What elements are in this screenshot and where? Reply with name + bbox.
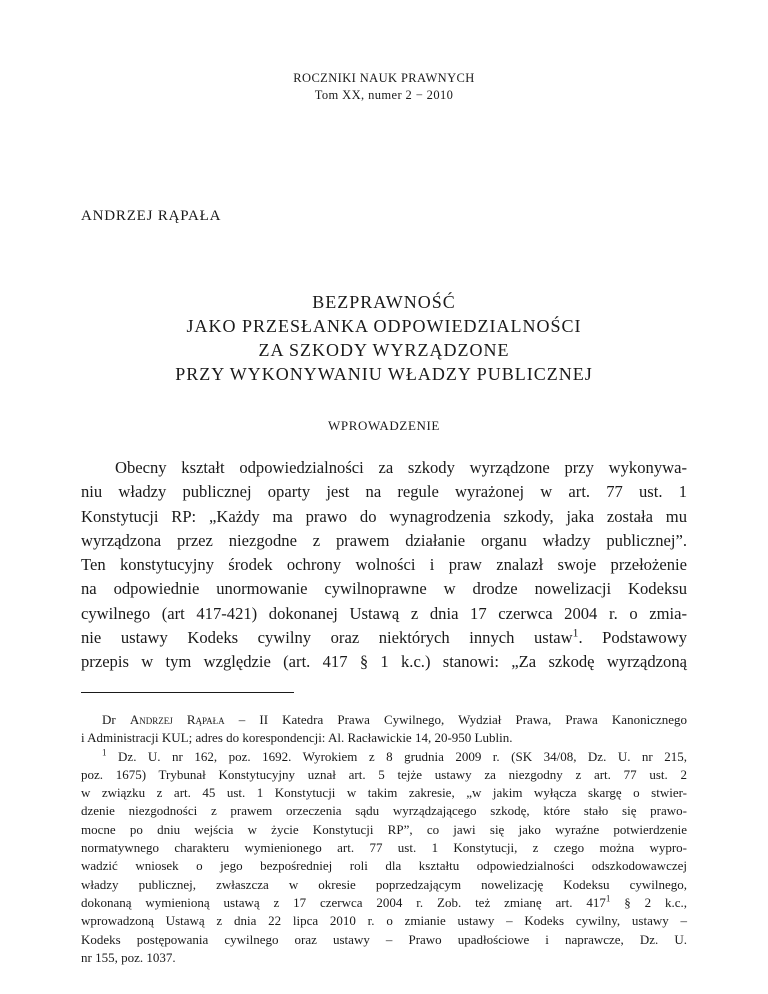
author-note-prefix: Dr [102,712,116,727]
body-line: Obecny kształt odpowiedzialności za szkody wyrządzone przy wykonywa- [115,458,687,477]
footnote-divider [81,692,294,693]
footnotes [81,711,687,967]
title-line: PRZY WYKONYWANIU WŁADZY PUBLICZNEJ [175,364,593,384]
footnote-line: normatywnego charakteru wymienionego art. 77 ust. 1 Konstytucji, z czego można wypro- [81,840,687,856]
footnote-line: nr 155, poz. 1037. [81,949,176,965]
section-heading: WPROWADZENIE [328,418,440,433]
footnote-sup: 1 [605,893,611,904]
body-line [81,626,687,650]
footnote-line: poz. 1675) Trybunał Konstytucyjny uznał art. 5 tejże ustawy za niezgodny z art. 77 ust. 2 [81,766,687,782]
footnote-line: wadzić wniosek o jego bezpośredniej roli dla kształtu odpowiedzialności odszkodowawczej [81,858,687,874]
body-line: na odpowiednie unormowanie cywilnoprawne w drodze nowelizacji Kodeksu [81,579,687,599]
title-line: BEZPRAWNOŚĆ [312,292,456,312]
journal-issue: Tom XX, numer 2 − 2010 [314,88,454,102]
article-title [0,290,768,386]
footnote-line: wprowadzoną Ustawą z dnia 22 lipca 2010 r. o zmianie ustawy – Kodeks cywilny, ustawy – [81,913,687,929]
body-line-text: nie ustawy Kodeks cywilny oraz niektórych innych ustaw [81,628,573,648]
journal-header [0,70,768,104]
body-line: Ten konstytucyjny środek ochrony wolności i praw znalazł swoje przełożenie [81,555,687,575]
footnote-line [81,748,687,766]
title-line: JAKO PRZESŁANKA ODPOWIEDZIALNOŚCI [186,316,582,336]
journal-name: ROCZNIKI NAUK PRAWNYCH [293,71,475,85]
footnote-line [81,894,687,912]
footnote-line: władzy publicznej, zwłaszcza w okresie poprzedzającym nowelizację Kodeksu cywilnego, [81,876,687,892]
body-line: cywilnego (art 417-421) dokonanej Ustawą z dnia 17 czerwca 2004 r. o zmia- [81,603,687,623]
footnote-line: w związku z art. 45 ust. 1 Konstytucji w takim zakresie, „w jakim wyłącza skargę o stwier- [81,785,687,801]
footnote-text-tail: § 2 k.c., [610,894,687,910]
footnote-number: 1 [102,747,107,758]
body-line: Konstytucji RP: „Każdy ma prawo do wynagrodzenia szkody, jaka została mu [81,506,687,526]
footnote-text: Dz. U. nr 162, poz. 1692. Wyrokiem z 8 grudnia 2009 r. (SK 34/08, Dz. U. nr 215, [106,748,687,764]
author-note-line: i Administracji KUL; adres do korespondencji: Al. Racławickie 14, 20-950 Lublin. [81,730,513,746]
author-note [81,711,687,729]
author-note-name: Andrzej Rąpała [129,712,225,727]
body-text [81,456,687,675]
footnote-text: dokonaną wymienioną ustawą z 17 czerwca 2004 r. Zob. też zmianę art. 417 [81,894,606,910]
body-line: wyrządzona przez niezgodne z prawem działanie organu władzy publicznej”. [81,530,687,550]
footnote-line: mocne po dniu wejścia w życie Konstytucji RP”, co jawi się jako wyraźne potwierdzenie [81,821,687,837]
author-name: ANDRZEJ RĄPAŁA [81,208,222,224]
body-line: niu władzy publicznej oparty jest na regule wyrażonej w art. 77 ust. 1 [81,482,687,502]
author-note-affiliation: – II Katedra Prawa Cywilnego, Wydział Prawa, Prawa Kanonicznego [224,712,688,727]
title-line: ZA SZKODY WYRZĄDZONE [258,340,510,360]
body-line: przepis w tym względzie (art. 417 § 1 k.c.) stanowi: „Za szkodę wyrządzoną [81,652,687,672]
footnote-line: dzenie niezgodności z prawem orzeczenia sądu wyrządzającego szkodę, które stało się prawo- [81,803,687,819]
footnote-ref[interactable]: 1 [572,626,579,640]
body-line-tail: . Podstawowy [578,628,687,648]
footnote-line: Kodeks postępowania cywilnego oraz ustawy – Prawo upadłościowe i naprawcze, Dz. U. [81,931,687,947]
